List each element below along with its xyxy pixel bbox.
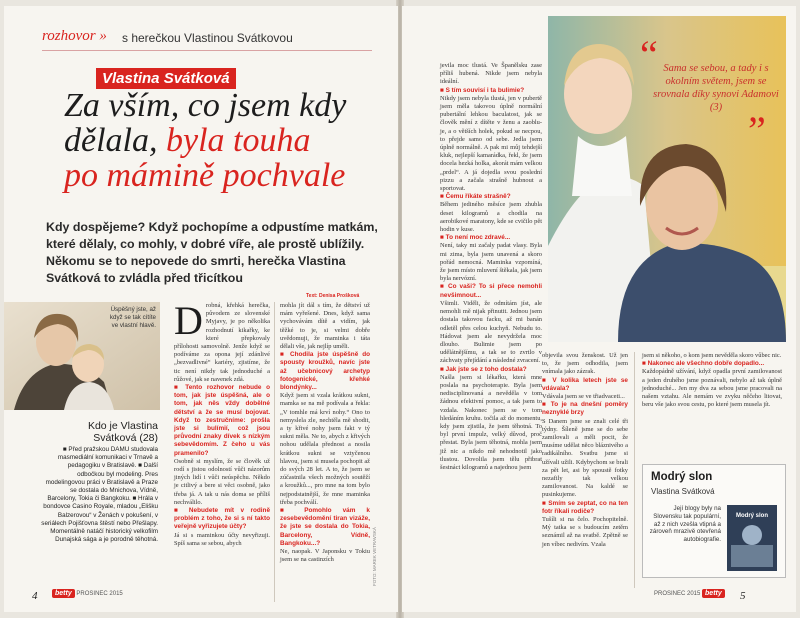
page-number: 4 <box>32 590 38 602</box>
betty-logo: betty <box>52 589 75 598</box>
lead-paragraph: Kdy dospějeme? Když pochopíme a odpustíme matkám, které dělaly, co mohly, v dobré víře, ale prostě ublížily. Někomu se to nepovede do smrti, herečka Vlastina Svátková to zvládla před třicítkou <box>46 220 378 285</box>
book-title: Modrý slon <box>651 471 713 483</box>
headline-line-1: Za vším, co jsem kdy <box>64 87 347 124</box>
question: ■ Tento rozhovor nebude o tom, jak jste úspěšná, ale o tom, jak něs vždy dobělné dětství a že se musí bojovat. Když to zestručníme: prošla jste si bulímií, což jsou průvodní znaky dívek s nízkým sebevědomím. Z čeho u vás pramenilo? <box>174 384 270 457</box>
footer: PROSINEC 2015 betty <box>654 589 725 598</box>
bio-box-text: ■ Před pražskou DAMU studovala masmediální komunikaci v Trnavě a pedagogiku v Bratislavě. ■ Další odbočkou byl modeling. Pres modelingovou práci v Bratislavě a Praze se dostala do Mnichova, Vídně, Barcelony, Tokia či Bangkoku. ■ Hrála v bondovce Casino Royale, mladou „Elišku Balzerovou“ v Ženách v pokušení, v seriálech Pojišťovna štěstí nebo Přešlapy. Momentálně natáčí historický velkofilm Dunajská sága a je porodně těhotná. <box>41 446 158 544</box>
question: ■ Smím se zeptat, co na ten fotr říkali rodiče? <box>542 499 628 515</box>
photo-credit: FOTO: MAREK VETRAVSKÁ <box>372 527 377 586</box>
quote-close-icon: ” <box>748 108 766 153</box>
quote-open-icon: “ <box>640 32 658 77</box>
book-cover-title: Modrý slon <box>735 513 769 519</box>
book-author: Vlastina Svátková <box>651 487 715 496</box>
question: ■ Chodila jste úspěšně do spousty kroužků, navíc jste až učebnicový archetyp fotogenické, křehké blondýnky... <box>280 351 370 392</box>
question: ■ Nebudete mít v rodině problém z toho, že si s ní takto veřejně vyřizujete účty? <box>174 507 270 531</box>
headline-line-2: dělala, byla touha <box>64 122 311 159</box>
section-subtitle: s herečkou Vlastinou Svátkovou <box>122 31 293 45</box>
headline <box>64 88 394 193</box>
question: ■ V kolika letech jste se vdávala? <box>542 376 628 392</box>
question: ■ Co vaši? To si přece nemohli nevšimnout... <box>440 283 542 299</box>
left-page <box>4 6 398 612</box>
book-cover <box>727 505 777 571</box>
drop-cap: D <box>174 298 203 343</box>
betty-logo: betty <box>702 589 725 598</box>
section-rule <box>42 50 372 51</box>
article-column-1: D robná, křehká herečka, původem ze slovenské Myjavy, je po několika rozhodnutí kikařky, ke které přepkovaly přílohosti samovolně. Jenže když se podíváme za opona její zdánlivé „bezvadlivné“ kariéry, zjistíme, že tic není nikdy tak jednoduché a růžové, jak se navenek zdá. ■ Tento rozhovor nebude o tom, jak jste úspěšná, ale o tom, jak něs vždy dobělné dětství a že se musí bojovat. Když to zestručníme: prošla jste si bulímií, což jsou průvodní znaky dívek s nízkým sebevědomím. Z čeho u vás pramenilo? Osobně si myslím, že se člověk už rodí s jistou odolností vůči názorům jiných lidí i vůči neúspěchu. Někdo je citlivý a bere si věci osobně, jako třeba já. A tak u nás doma se příliš nechválilo. ■ Nebudete mít v rodině problém z toho, že si s ní takto veřejně vyřizujete účty? Já si s maminkou účty nevyřizuji. Spíš sama se sebou, abych <box>174 298 270 547</box>
page-number: 5 <box>740 590 746 602</box>
book-box <box>642 464 786 578</box>
article-column-4: objevila svou ženskost. Už jen to, že jsem odhodila, jsem vnímala jako zázrak. ■ V kolika letech jste se vdávala? Vdávala jsem se ve třiadvaceti... ■ To je na dnešní poměry neznyklé brzy S Danem jsme se znali celé tři týdny. Šíleně jsme se do sebe zamilovali a měli pocit, že musíme udělat něco bláznivého a radikálního. Svatbu jsme si užívali užili. Kdybychom se brali za pět let, asi by spoustě fotky nezafily tak velkou zamilovanost. Na kaldé se pusinkujeme. ■ Smím se zeptat, co na ten fotr říkali rodiče? Tušíli si na čelo. Pochopitelně. Mý tatka se s budoucím zetěm seznámil až na svatbě. Zpětně se jen víbec nedivím. Vzala <box>542 352 628 548</box>
question: ■ Čemu říkáte strašně? <box>440 193 511 201</box>
question: ■ Jak jste se z toho dostala? <box>440 365 527 373</box>
pull-quote: Sama se sebou, a tady i s okolním světem, jsem se srovnala díky synovi Adamovi (3) <box>653 63 779 113</box>
book-description: Její blogy byly na Slovensku tak populární, až z nich vzešla vtipná a zároveň mrazivě otevřená autobiografie. <box>649 505 721 544</box>
right-page <box>402 6 796 612</box>
question: ■ To je na dnešní poměry neznyklé brzy <box>542 401 628 417</box>
question: ■ Nakonec ale všechno dobře dopadlo... <box>642 360 765 368</box>
question: ■ S tím souvisí i ta bulimie? <box>440 86 525 94</box>
footer: betty PROSINEC 2015 <box>52 589 123 598</box>
question: ■ To není moc zdravé... <box>440 234 511 242</box>
photo-caption: Úspěšný jste, až když se tak cítíte ve vlastní hlavě. <box>109 306 156 329</box>
name-bar: Vlastina Svátková <box>96 68 236 89</box>
author-credit: Text: Denisa Prošková <box>306 293 360 299</box>
headline-line-3: po mámině pochvale <box>64 157 346 194</box>
bio-box-heading: Kdo je Vlastina Svátková (28) <box>87 420 158 444</box>
article-column-2: mohla jít dál s tím, že dětství už mám vyřešené. Dnes, když sama vychovávám dítě a vidím, jak těžké to je, si velmi dobře uvědomuji, že maminka i táta dělali vše, jak nejlíp uměli. ■ Chodila jste úspěšně do spousty kroužků, navíc jste až učebnicový archetyp fotogenické, křehké blondýnky... Když jsem si vzala krátkou sukni, mamka se na mě podívala a řekla: „V tomhle má krví nohy.“ Ono to nemyslela zle, nechtěla mě shodit, a ty křivé nohy jsem fakt v tý sukni měla. Ne to, abych z křivých nohou udělala přednost a nosila krátkou sukni se vztyčenou hlavou, jsem si musela pochopit až do svých 28 let. A to, že jsem se zúčastnila všech možných soutěží a kroužků..., pro mne na tom bylo nejpodstatnější, že mne maminka třeba pochválí. ■ Pomohlo vám k zesebevědomění tiran vizáže, že jste se dostala do Tokia, Barcelony, Vídně, Bangkoku...? Ne, naopak. V Japonsku v Tokiu jsem se na castinzích <box>280 302 370 564</box>
column-divider <box>274 302 275 602</box>
column-divider <box>634 352 635 588</box>
question: ■ Pomohlo vám k zesebevědomění tiran vizáže, že jste se dostala do Tokia, Barcelony, Vídně, Bangkoku...? <box>280 507 370 547</box>
section-label: rozhovor » <box>42 28 107 44</box>
article-column-5: jsem si někoho, o kom jsem nevěděla skoro vůbec nic. ■ Nakonec ale všechno dobře dopadlo... Každopádně užívání, když opadla první zamilovanost a jeden druhého jsme poznávali, nebylo až tak úplně jednoduché... Jen my dva za sebou jsme pracovali na našem vztahu. Ale nemám ve zvyku něčeho litovat, beru vše jako svou cestu, po které jsem musela jít. <box>642 352 782 409</box>
article-column-3: jevila moc tlustá. Ve Španělsku zase příliš hubená. Nikde jsem nebyla ideální. ■ S tím souvisí i ta bulimie? Nikdy jsem nebyla tlustá, jen v pubertě jsem měla takovou úplně normální pubertální lehkou baculatost, jak se člověk mění z dítěte v ženu a zaoblu- je, a o větších holek, pokud se necpou, to přejde samo od sebe. Jedla jsem úplně normálně. A pak mi můj tehdejší kluk, nejlepší kamarádka, řekl, že jsem docela hezká holka, akorát mám velkou „prdel“. A já dojedla svou poslední pizzu a začala strašně hubnout a sportovat. ■ Čemu říkáte strašně? Během jediného měsíce jsem zhubla deset kilogramů a chodila na aerobikové maratony, kde se cvičilo pět hodin v kuse. ■ To není moc zdravé... Není, taky mi začaly padat vlasy. Byla mi zima, byla jsem unavená a skoro pořád nemocná. Maminka vzpomíná, že jsem místo mluvení štěkala, jak jsem byla nervózní. ■ Co vaši? To si přece nemohli nevšimnout... Všimli. Viděli, že odmítám jíst, ale nemohli mě nijak přinutit. Jednou jsem dostala takovou facku, až mi banán odletěl přes celou kuchyň. Nebudu to. Hádovat jsem ale nevydržela moc dlouho. Bulimie jsem po udělátnějšímu, a tak se to zvrtlo v záchvaty přejídání a následné zvracení. ■ Jak jste se z toho dostala? Našla jsem si lékařku, která mne poslala na psychoterapie. Byla jsem nedisciplinovaná a nevěděla v tom žádnou efektivní pomoc, a tak jsem to vzdala. Nakonec jsem se v tom hledáním kruhu. točila až do momentu, kdy jsem zjistila, že jsem těhotná. To byl první impulz, velký důvod, proč přestat. Byla jsem těhotná, mohla jsem již nic a nikdo mě nehodnotil jako tlustou. Dovolila jsem tělu přibrat šestnáct kilogramů a najednou jsem <box>440 62 542 471</box>
